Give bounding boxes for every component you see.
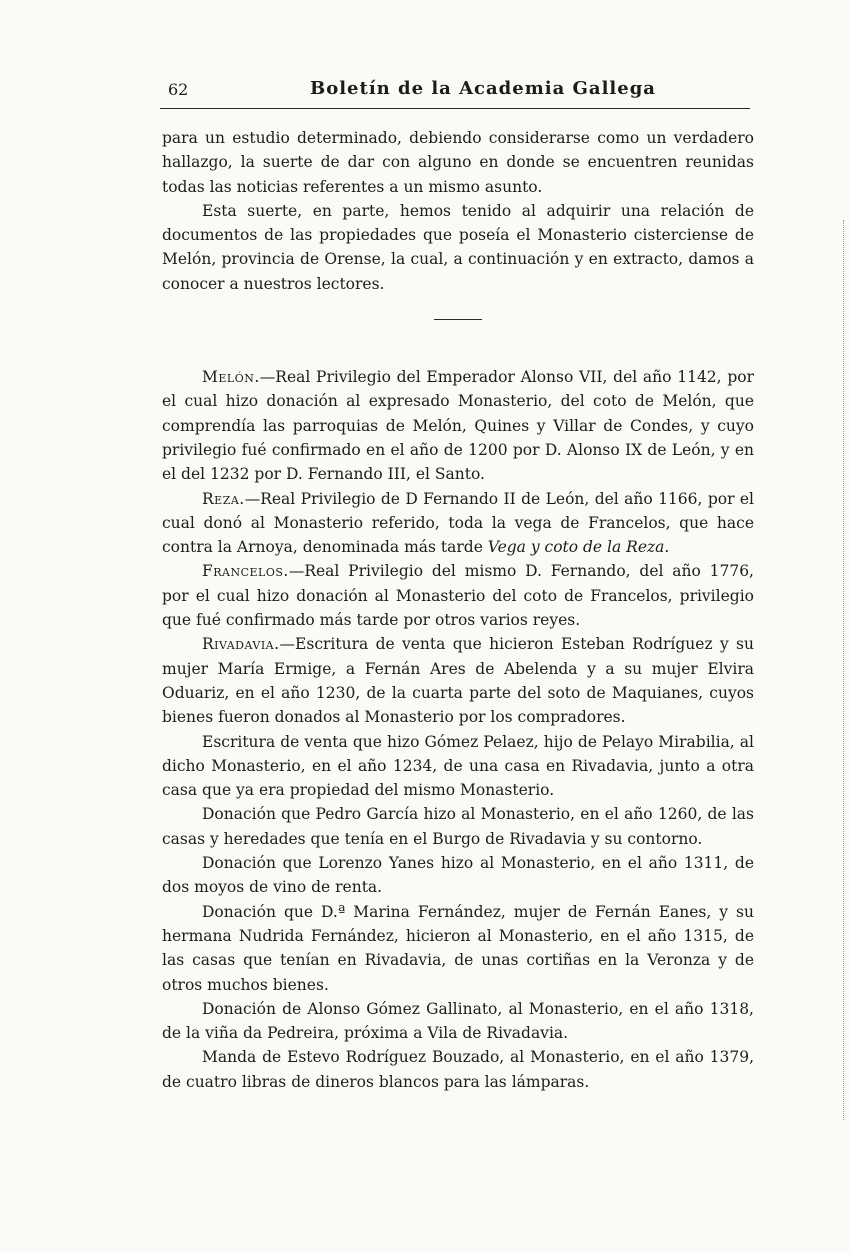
entry-heading: Rivadavia. [202, 635, 280, 654]
entry-paragraph [162, 487, 754, 560]
entry-heading: Reza. [202, 489, 245, 508]
entry-paragraph [162, 1045, 754, 1094]
entry-paragraph [162, 632, 754, 729]
intro-paragraph: Esta suerte, en parte, hemos tenido al adquirir una relación de documentos de las propiedades que poseía el Monasterio cisterciense de Melón, provincia de Orense, la cual, a continuación y en extracto, damos a conocer a nuestros lectores. [162, 201, 754, 293]
entry-text: —Escritura de venta que hicieron Esteban Rodríguez y su mujer María Ermige, a Fernán Ares de Abelenda y a su mujer Elvira Oduariz, en el año 1230, de la cuarta parte del soto de Maquianes, cuyos bienes fueron donados al Monasterio por los compradores. [162, 635, 754, 727]
running-title: Boletín de la Academia Gallega [310, 78, 656, 99]
entry-text: —Real Privilegio del mismo D. Fernando, del año 1776, por el cual hizo donación al Monasterio del coto de Francelos, privilegio que fué confirmado más tarde por otros varios reyes. [162, 562, 754, 630]
entry-paragraph [162, 365, 754, 486]
section-divider [434, 319, 482, 320]
page-body [162, 126, 754, 1094]
entry-heading: Francelos. [202, 562, 289, 581]
entry-text: Donación de Alonso Gómez Gallinato, al Monasterio, en el año 1318, de la viña da Pedreira, próxima a Vila de Rivadavia. [162, 999, 754, 1043]
entry-text: Escritura de venta que hizo Gómez Pelaez, hijo de Pelayo Mirabilia, al dicho Monasterio, en el año 1234, de una casa en Rivadavia, junto a otra casa que ya era propiedad del mismo Monasterio. [162, 732, 754, 800]
intro-paragraph: para un estudio determinado, debiendo considerarse como un verdadero hallazgo, la suerte de dar con alguno en donde se encuentren reunidas todas las noticias referentes a un mismo asunto. [162, 129, 754, 196]
entry-heading: Melón. [202, 368, 260, 387]
entry-paragraph [162, 802, 754, 851]
entry-text: —Real Privilegio del Emperador Alonso VII, del año 1142, por el cual hizo donación al expresado Monasterio, del coto de Melón, que comprendía las parroquias de Melón, Quines y Villar de Condes, y cuyo privilegio fué confirmado en el año de 1200 por D. Alonso IX de León, y en el del 1232 por D. Fernando III, el Santo. [162, 368, 754, 484]
entry-text: Donación que Pedro García hizo al Monasterio, en el año 1260, de las casas y heredades que tenía en el Burgo de Rivadavia y su contorno. [162, 805, 754, 848]
entry-text: Manda de Estevo Rodríguez Bouzado, al Monasterio, en el año 1379, de cuatro libras de dineros blancos para las lámparas. [162, 1048, 754, 1091]
entry-paragraph [162, 997, 754, 1046]
page-number: 62 [168, 80, 189, 99]
entry-text: —Real Privilegio de D Fernando II de León, del año 1166, por el cual donó al Monasterio referido, toda la vega de Francelos, que hace contra la Arnoya, denominada más tarde [162, 489, 754, 557]
entry-paragraph [162, 851, 754, 900]
entry-text: Donación que D.ª Marina Fernández, mujer de Fernán Eanes, y su hermana Nudrida Fernández, hicieron al Monasterio, en el año 1315, de las casas que tenían en Rivadavia, de unas cortiñas en la Veronza y de otros muchos bienes. [162, 902, 754, 994]
entry-paragraph [162, 559, 754, 632]
entry-italic: Vega y coto de la Reza. [487, 538, 670, 557]
entry-text: Donación que Lorenzo Yanes hizo al Monasterio, en el año 1311, de dos moyos de vino de renta. [162, 854, 754, 897]
page-header [160, 78, 750, 109]
entry-paragraph [162, 730, 754, 803]
page-edge-shadow [839, 220, 844, 1120]
entry-paragraph [162, 900, 754, 997]
